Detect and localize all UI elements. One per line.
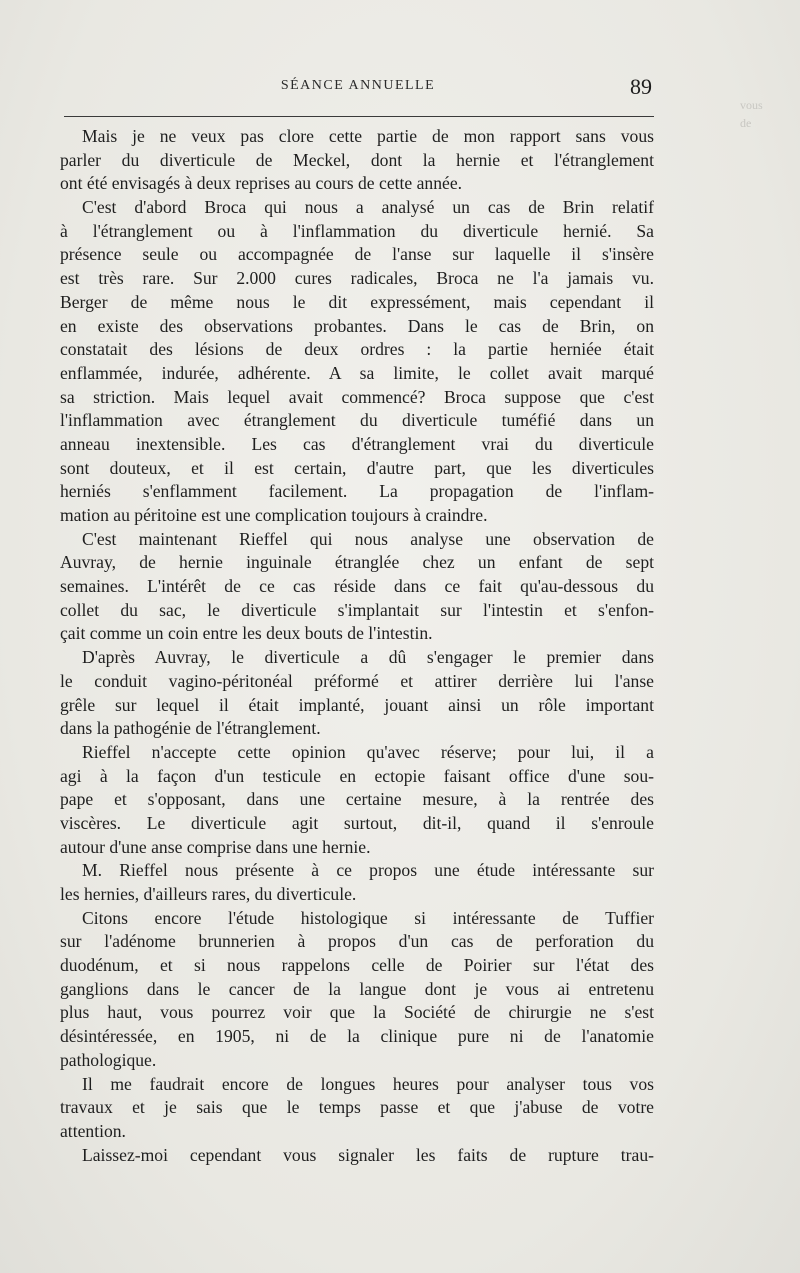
page-header [62, 74, 654, 104]
text-line: M. Rieffel nous présente à ce propos une étude intéressante sur [82, 860, 654, 881]
text-line: travaux et je sais que le temps passe et que j'abuse de votre [60, 1097, 654, 1118]
text-line: attention. [60, 1120, 126, 1141]
text-line: constatait des lésions de deux ordres : la partie herniée était [60, 339, 654, 360]
body-text [60, 125, 654, 1167]
text-line: Laissez-moi cependant vous signaler les faits de rupture trau- [82, 1144, 654, 1165]
text-line: sont douteux, et il est certain, d'autre part, que les diverticules [60, 457, 654, 478]
text-line: plus haut, vous pourrez voir que la Société de chirurgie ne s'est [60, 1002, 654, 1023]
text-line: à l'étranglement ou à l'inflammation du diverticule hernié. Sa [60, 220, 654, 241]
text-line: viscères. Le diverticule agit surtout, dit-il, quand il s'enroule [60, 812, 654, 833]
text-line: Il me faudrait encore de longues heures pour analyser tous vos [82, 1073, 654, 1094]
text-line: sur l'adénome brunnerien à propos d'un cas de perforation du [60, 931, 654, 952]
text-line: grêle sur lequel il était implanté, jouant ainsi un rôle important [60, 694, 654, 715]
text-line: l'inflammation avec étranglement du diverticule tuméfié dans un [60, 410, 654, 431]
text-line: C'est d'abord Broca qui nous a analysé un cas de Brin relatif [82, 197, 654, 218]
text-line: anneau inextensible. Les cas d'étranglement vrai du diverticule [60, 433, 654, 454]
text-line: Rieffel n'accepte cette opinion qu'avec réserve; pour lui, il a [82, 741, 654, 762]
text-line: agi à la façon d'un testicule en ectopie faisant office d'une sou- [60, 765, 654, 786]
text-line: autour d'une anse comprise dans une hernie. [60, 836, 371, 857]
text-line: D'après Auvray, le diverticule a dû s'engager le premier dans [82, 647, 654, 668]
text-line: parler du diverticule de Meckel, dont la hernie et l'étranglement [60, 149, 654, 170]
text-line: enflammée, indurée, adhérente. A sa limite, le collet avait marqué [60, 362, 654, 383]
text-line: est très rare. Sur 2.000 cures radicales, Broca ne l'a jamais vu. [60, 268, 654, 289]
text-line: présence seule ou accompagnée de l'anse sur laquelle il s'insère [60, 244, 654, 265]
text-line: le conduit vagino-péritonéal préformé et attirer derrière lui l'anse [60, 670, 654, 691]
text-line: pathologique. [60, 1049, 157, 1070]
running-title: SÉANCE ANNUELLE [280, 78, 436, 93]
text-line: dans la pathogénie de l'étranglement. [60, 718, 321, 739]
text-line: en existe des observations probantes. Dans le cas de Brin, on [60, 315, 654, 336]
text-line: mation au péritoine est une complication toujours à craindre. [60, 505, 488, 525]
text-line: collet du sac, le diverticule s'implantait sur l'intestin et s'enfon- [60, 599, 654, 620]
text-line: semaines. L'intérêt de ce cas réside dans ce fait qu'au-dessous du [60, 576, 654, 597]
text-line: Auvray, de hernie inguinale étranglée chez un enfant de sept [60, 552, 654, 573]
header-rule [64, 116, 654, 117]
text-line: les hernies, d'ailleurs rares, du diverticule. [60, 884, 357, 904]
text-line: Berger de même nous le dit expressément, mais cependant il [60, 291, 654, 312]
page-number: 89 [630, 74, 652, 99]
bleed-through-margin-text: vous de [740, 98, 763, 130]
text-line: ganglions dans le cancer de la langue dont je vous ai entretenu [60, 978, 654, 999]
text-line: désintéressée, en 1905, ni de la clinique pure ni de l'anatomie [60, 1026, 654, 1047]
text-line: herniés s'enflamment facilement. La propagation de l'inflam- [60, 481, 654, 502]
text-line: C'est maintenant Rieffel qui nous analyse une observation de [82, 528, 654, 549]
text-line: sa striction. Mais lequel avait commencé? Broca suppose que c'est [60, 386, 654, 407]
text-line: çait comme un coin entre les deux bouts de l'intestin. [60, 623, 433, 644]
text-line: Mais je ne veux pas clore cette partie de mon rapport sans vous [82, 126, 654, 146]
text-line: duodénum, et si nous rappelons celle de Poirier sur l'état des [60, 955, 654, 976]
text-line: Citons encore l'étude histologique si intéressante de Tuffier [82, 907, 654, 928]
text-line: pape et s'opposant, dans une certaine mesure, à la rentrée des [60, 789, 654, 810]
text-line: ont été envisagés à deux reprises au cours de cette année. [60, 173, 463, 194]
